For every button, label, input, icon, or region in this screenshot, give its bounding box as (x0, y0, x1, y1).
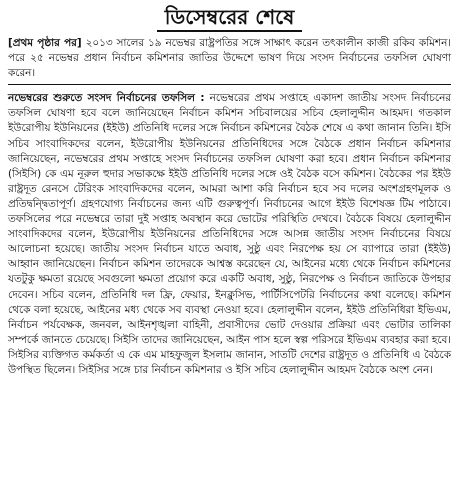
continued-from-label: [প্রথম পৃষ্ঠার পর] (8, 37, 82, 49)
section-divider (8, 84, 451, 85)
headline: ডিসেম্বরের শেষে (157, 4, 303, 32)
body-paragraph (8, 91, 451, 378)
intro-paragraph (8, 36, 451, 81)
intro-text: ২০১৩ সালের ১৯ নভেম্বর রাষ্ট্রপতির সঙ্গে সাক্ষাৎ করেন তৎকালীন কাজী রকিব কমিশন। পরে ২৫ নভেম্বর প্রধান নির্বাচন কমিশনার জাতির উদ্দেশে ভাষণ দিয়ে সংসদ নির্বাচনের তফসিল ঘোষণা করেন। (8, 37, 452, 80)
section-heading: নভেম্বরের শুরুতে সংসদ নির্বাচনের তফসিল : (8, 92, 205, 105)
body-text: নভেম্বরের প্রথম সপ্তাহে একাদশ জাতীয় সংসদ নির্বাচনের তফসিল ঘোষণা হবে বলে জানিয়েছেন নির্বাচন কমিশন সচিবালয়ের সচিব হেলালুদ্দীন আহমদ। গতকাল ইউরোপীয় ইউনিয়নের (ইইউ) প্রতিনিধি দলের সঙ্গে নির্বাচন কমিশনের বৈঠক শেষে এ কথা জানান তিনি। ইসি সচিব সাংবাদিকদের বলেন, ইউরোপীয় ইউনিয়নের প্রতিনিধিদের সঙ্গে বৈঠকে প্রধান নির্বাচন কমিশনার জানিয়েছেন, নভেম্বরের প্রথম সপ্তাহে সংসদ নির্বাচনের তফসিল ঘোষণা করা হবে। প্রধান নির্বাচন কমিশনার (সিইসি) কে এম নূরুল হুদার সভাকক্ষে ইইউ প্রতিনিধি দলের সঙ্গে ওই বৈঠক বসে কমিশন। বৈঠকের পর ইইউ রাষ্ট্রদূত রেনসে টেরিংক সাংবাদিকদের বলেন, আমরা আশা করি নির্বাচন হবে সব দলের অংশগ্রহণমূলক ও প্রতিদ্বন্দ্বিতাপূর্ণ। গ্রহণযোগ্য নির্বাচনের জন্য এটি গুরুত্বপূর্ণ। নির্বাচনের আগে ইইউ বিশেষজ্ঞ টিম পাঠাবে। তফসিলের পরে নভেম্বরে তারা দুই সপ্তাহ অবস্থান করে ভোটের পরিস্থিতি দেখবে। বৈঠকে বিষয়ে হেলালুদ্দীন সাংবাদিকদের বলেন, ইউরোপীয় ইউনিয়নের প্রতিনিধিদের সঙ্গে আসন্ন জাতীয় সংসদ নির্বাচনের বিষয়ে আলোচনা হয়েছে। জাতীয় সংসদ নির্বাচন যাতে অবাধ, সুষ্ঠু এবং নিরপেক্ষ হয় সে ব্যাপারে তারা (ইইউ) আহ্বান জানিয়েছেন। নির্বাচন কমিশন তাদেরকে আশ্বস্ত করেছেন যে, আইনের মধ্যে থেকে নির্বাচন কমিশনের যতটুকু ক্ষমতা রয়েছে সবগুলো ক্ষমতা প্রয়োগ করে একটি অবাধ, সুষ্ঠু, নিরপেক্ষ ও নির্বাচন জাতিকে উপহার দেবেন। সচিব বলেন, প্রতিনিধি দল ফ্রি, ফেয়ার, ইনক্লুসিভ, পার্টিসিপেটরি নির্বাচনের কথা বলেছে। কমিশন থেকে বলা হয়েছে, আইনের মধ্য থেকে সব ব্যবস্থা নেওয়া হবে। হেলালুদ্দীন বলেন, ইইউ প্রতিনিধিরা ইভিএম, নির্বাচন পর্যবেক্ষক, জনবল, আইনশৃঙ্খলা বাহিনী, প্রবাসীদের ভোট দেওয়ার প্রক্রিয়া এবং ভোটার তালিকা সম্পর্কে জানতে চেয়েছে। সিইসি তাদের জানিয়েছেন, আইন পাস হলে স্বল্প পরিসরে ইভিএম ব্যবহার করা হবে। সিইসির ব্যক্তিগত কর্মকর্তা এ কে এম মাহফুজুল ইসলাম জানান, সাতটি দেশের রাষ্ট্রদূত ও প্রতিনিধি এ বৈঠকে উপস্থিত ছিলেন। সিইসির সঙ্গে চার নির্বাচন কমিশনার ও ইসি সচিব হেলালুদ্দীন আহমদ বৈঠকে অংশ নেন। (8, 92, 451, 376)
headline-container (8, 4, 451, 34)
